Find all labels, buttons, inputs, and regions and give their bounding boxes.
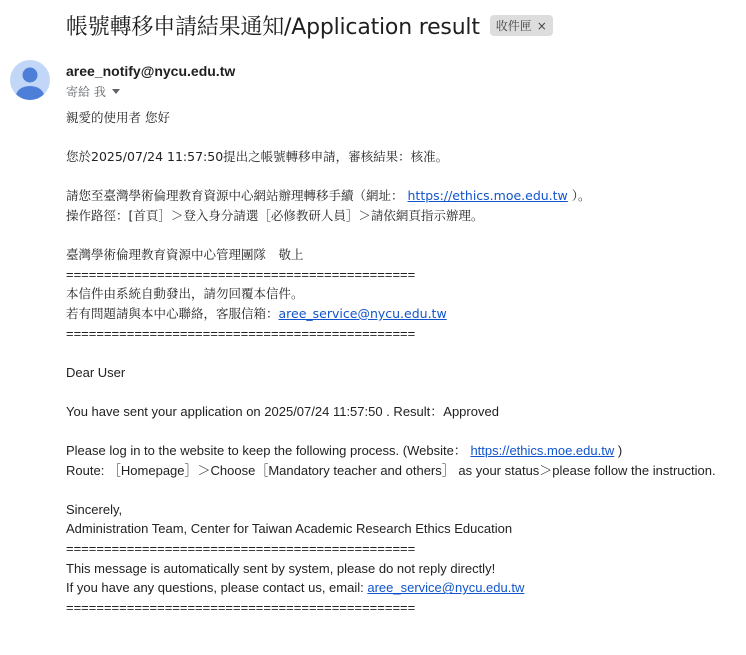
blank-line <box>66 167 716 187</box>
blank-line <box>66 480 716 500</box>
separator-line: ============================================== <box>66 325 416 341</box>
greeting-en: Dear User <box>66 364 126 380</box>
result-en: You have sent your application on 2025/07/24 11:57:50 . Result：Approved <box>66 403 499 419</box>
result-zh: 您於2025/07/24 11:57:50提出之帳號轉移申請，審核結果：核准。 <box>66 149 449 165</box>
email-subject-row <box>66 10 553 41</box>
remove-label-icon[interactable]: × <box>536 18 547 33</box>
contact-zh-line <box>66 304 716 324</box>
auto-notice-en: This message is automatically sent by system, please do not reply directly! <box>66 560 496 576</box>
sincerely-line: Sincerely, <box>66 501 123 517</box>
contact-en-text: If you have any questions, please contact us, email: <box>66 580 364 596</box>
greeting-zh: 親愛的使用者 您好 <box>66 110 170 125</box>
ethics-website-link-en[interactable]: https://ethics.moe.edu.tw <box>470 443 615 459</box>
inbox-label-text: 收件匣 <box>495 19 532 33</box>
caret-down-icon[interactable] <box>112 89 120 94</box>
blank-line <box>66 226 716 246</box>
visit-zh-line <box>66 186 716 206</box>
service-email-link-zh[interactable]: aree_service@nycu.edu.tw <box>278 305 447 321</box>
blank-line <box>66 128 716 148</box>
email-body <box>66 108 716 617</box>
recipient-text: 寄給 我 <box>66 85 106 99</box>
contact-en-line <box>66 578 716 598</box>
separator-line: ============================================== <box>66 599 416 615</box>
visit-zh-text: 請您至臺灣學術倫理教育資源中心網站辦理轉移手續（網址： <box>66 188 404 204</box>
sender-email[interactable]: aree_notify@nycu.edu.tw <box>66 63 236 79</box>
visit-en-post: ) <box>617 443 623 459</box>
signature-zh: 臺灣學術倫理教育資源中心管理團隊 敬上 <box>66 247 304 263</box>
visit-zh-post: ）。 <box>571 188 591 204</box>
route-zh: 操作路徑：[首頁］＞登入身分請選［必修教研人員］＞請依網頁指示辦理。 <box>66 207 484 223</box>
auto-notice-zh: 本信件由系統自動發出，請勿回覆本信件。 <box>66 286 304 302</box>
person-avatar-icon <box>10 60 50 100</box>
recipient-line <box>66 83 120 100</box>
sender-avatar[interactable] <box>10 60 50 100</box>
separator-line: ============================================== <box>66 266 416 282</box>
route-en: Route: ［Homepage］＞Choose［Mandatory teacher and others］ as your status＞please follow the instruction. <box>66 462 716 478</box>
ethics-website-link-zh[interactable]: https://ethics.moe.edu.tw <box>407 188 568 204</box>
service-email-link-en[interactable]: aree_service@nycu.edu.tw <box>367 580 525 596</box>
contact-zh-text: 若有問題請與本中心聯絡，客服信箱： <box>66 305 279 321</box>
separator-line: ============================================== <box>66 541 416 557</box>
blank-line <box>66 343 716 363</box>
blank-line <box>66 382 716 402</box>
visit-en-text: Please log in to the website to keep the following process. (Website： <box>66 443 467 459</box>
inbox-label-chip[interactable] <box>490 15 553 36</box>
team-en: Administration Team, Center for Taiwan Academic Research Ethics Education <box>66 521 513 537</box>
visit-en-line <box>66 441 716 461</box>
email-subject: 帳號轉移申請結果通知/Application result <box>66 15 480 40</box>
blank-line <box>66 422 716 442</box>
